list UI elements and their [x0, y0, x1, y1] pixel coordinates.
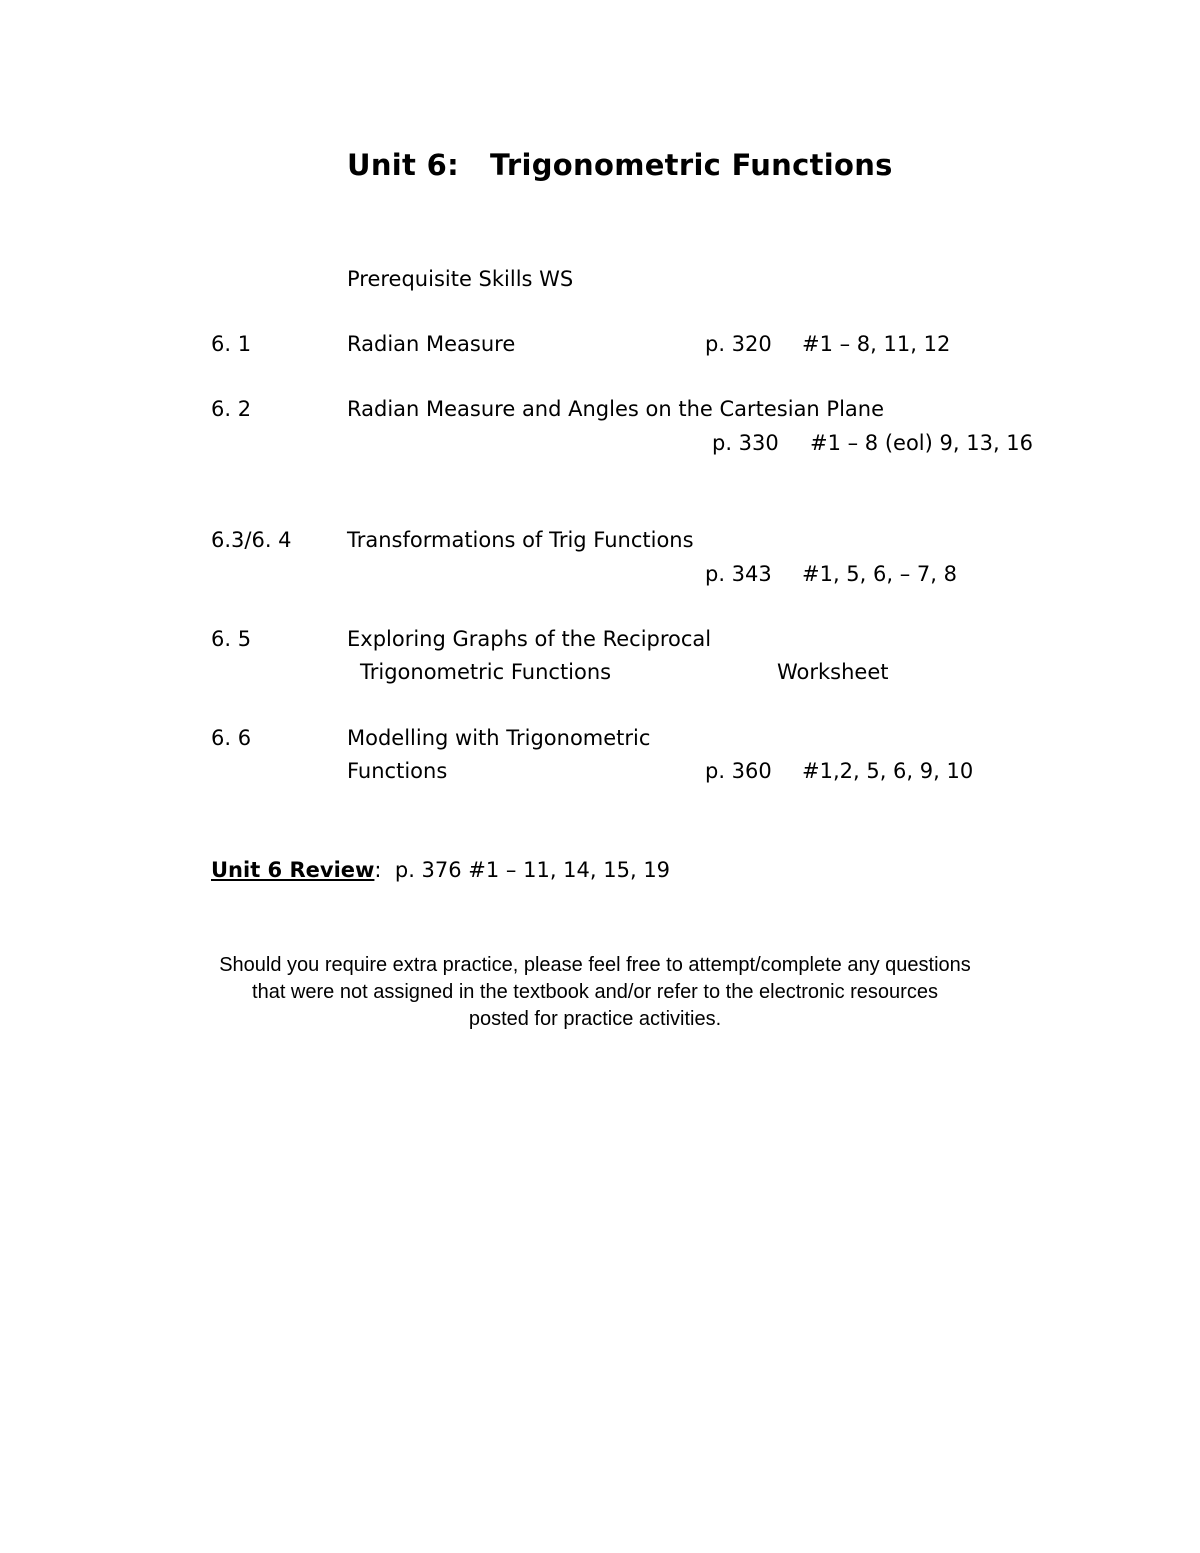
lesson-page: p. 320	[705, 332, 772, 356]
unit-review-label: Unit 6 Review	[211, 858, 375, 882]
lesson-number: 6.3/6. 4	[211, 528, 292, 552]
note-line: posted for practice activities.	[468, 1008, 722, 1030]
lesson-title-line-2: Trigonometric Functions	[360, 660, 612, 684]
lesson-page: p. 330	[712, 431, 779, 455]
unit-review-colon: :	[374, 858, 382, 882]
lesson-questions: #1 – 8, 11, 12	[802, 332, 951, 356]
lesson-number: 6. 6	[211, 726, 252, 750]
note-line: that were not assigned in the textbook and/or refer to the electronic resources	[252, 981, 938, 1003]
unit-title-prefix: Unit 6:	[347, 148, 459, 182]
lesson-title-line-2: Functions	[347, 759, 448, 783]
lesson-page: p. 360	[705, 759, 772, 783]
lesson-title: Radian Measure	[347, 332, 516, 356]
prerequisite-item: Prerequisite Skills WS	[347, 267, 574, 291]
lesson-number: 6. 1	[211, 332, 252, 356]
extra-practice-note	[120, 952, 1070, 1033]
lesson-page: p. 343	[705, 562, 772, 586]
lesson-number: 6. 2	[211, 397, 252, 421]
lesson-questions: #1, 5, 6, – 7, 8	[802, 562, 957, 586]
lesson-title: Modelling with Trigonometric	[347, 726, 651, 750]
lesson-title: Transformations of Trig Functions	[347, 528, 694, 552]
lesson-questions: #1 – 8 (eol) 9, 13, 16	[810, 431, 1034, 455]
lesson-title: Exploring Graphs of the Reciprocal	[347, 627, 712, 651]
lesson-questions: #1,2, 5, 6, 9, 10	[802, 759, 974, 783]
lesson-number: 6. 5	[211, 627, 252, 651]
unit-review	[211, 860, 670, 881]
note-line: Should you require extra practice, please feel free to attempt/complete any questions	[219, 954, 971, 976]
lesson-assignment: Worksheet	[777, 660, 889, 684]
unit-title: Trigonometric Functions	[490, 148, 893, 182]
unit-review-assignment: p. 376 #1 – 11, 14, 15, 19	[394, 858, 671, 882]
lesson-title: Radian Measure and Angles on the Cartesian Plane	[347, 397, 885, 421]
